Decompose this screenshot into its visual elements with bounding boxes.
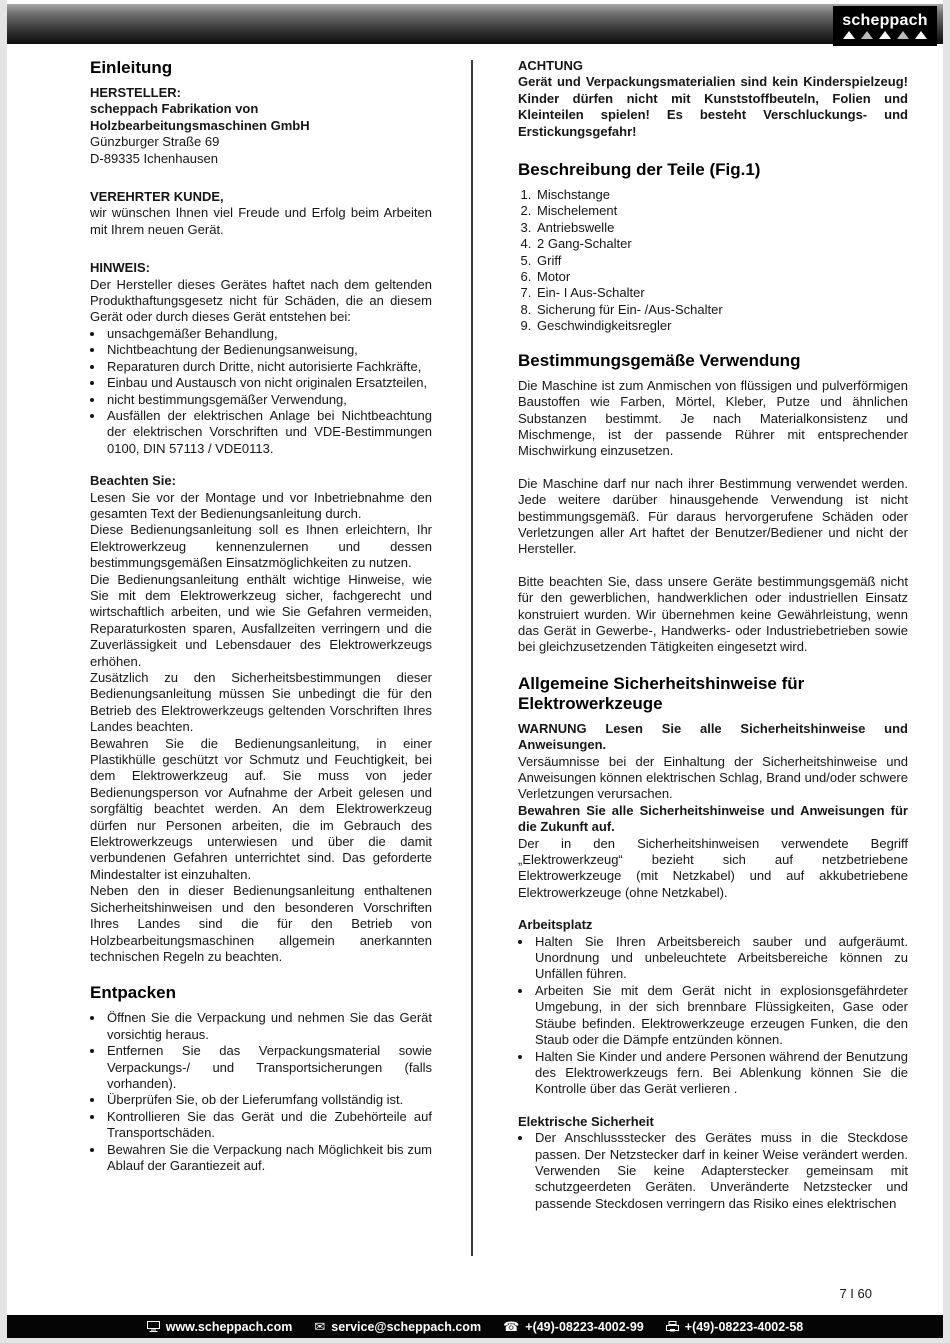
numbered-item: 5. Griff	[535, 253, 908, 269]
envelope-icon: ✉	[314, 1318, 326, 1334]
logo-triangles-icon	[841, 31, 929, 39]
left-column	[90, 58, 432, 1174]
heading-teile: Beschreibung der Teile (Fig.1)	[518, 160, 761, 180]
phone-icon: ☎	[503, 1318, 520, 1334]
paragraph: Neben den in dieser Bedienungsanleitung enthaltenen Sicherheitshinweisen und den besonderen Vorschriften Ihres Landes sind die für den Betrieb von Holzbearbeitungsmaschinen allgemein anerkannten technischen Regeln zu beachten.	[90, 883, 432, 964]
list-item: • Entfernen Sie das Verpackungsmaterial sowie Verpackungs-/ und Transportsicherungen (falls vorhanden).	[105, 1043, 432, 1092]
page-number: 7 I 60	[839, 1286, 872, 1301]
numbered-item: 3. Antriebswelle	[535, 220, 908, 236]
hinweis-intro: Der Hersteller dieses Gerätes haftet nach dem geltenden Produkthaftungsgesetz nicht für Schäden, die an diesem Gerät oder durch dieses Gerät entstehen bei:	[90, 276, 432, 325]
scheppach-logo	[833, 6, 937, 46]
footer-website	[147, 1320, 293, 1334]
hersteller-name-line1: scheppach Fabrikation von	[90, 101, 259, 117]
beachten-label: Beachten Sie:	[90, 473, 176, 489]
heading-einleitung: Einleitung	[90, 58, 173, 77]
paragraph: Die Bedienungsanleitung enthält wichtige Hinweise, wie Sie mit dem Elektrowerkzeug sicher, fachgerecht und wirtschaftlich arbeiten, und wie Sie Gefahren vermeiden, Reparaturkosten sparen, Ausfallzeiten verringern und die Zuverlässigkeit und Lebensdauer des Elektrowerkzeugs erhöhen.	[90, 571, 432, 669]
list-item: • Überprüfen Sie, ob der Lieferumfang vollständig ist.	[105, 1092, 432, 1108]
bewahren-bold: Bewahren Sie alle Sicherheitshinweise und Anweisungen für die Zukunft auf.	[518, 802, 908, 835]
hersteller-name-line2: Holzbearbeitungsmaschinen GmbH	[90, 117, 310, 133]
numbered-item: 2. Mischelement	[535, 203, 908, 219]
logo-wordmark: scheppach	[842, 12, 928, 29]
arbeitsplatz-label: Arbeitsplatz	[518, 917, 593, 933]
footer-fax	[666, 1320, 804, 1334]
achtung-label: ACHTUNG	[518, 58, 583, 73]
heading-verwendung: Bestimmungsgemäße Verwendung	[518, 350, 801, 370]
arbeitsplatz-list	[518, 934, 908, 1098]
list-item: • Öffnen Sie die Verpackung und nehmen Sie das Gerät vorsichtig heraus.	[105, 1010, 432, 1043]
teile-list	[518, 187, 908, 335]
list-item: • Der Anschlussstecker des Gerätes muss in die Steckdose passen. Der Netzstecker darf in keiner Weise verändert werden. Verwenden Sie keine Adapterstecker gemeinsam mit schutzgeerdeten Geräten. Unveränderte Netzstecker und passende Steckdosen verringern das Risiko eines elektrischen	[533, 1130, 908, 1212]
paragraph: Die Maschine ist zum Anmischen von flüssigen und pulverförmigen Baustoffen wie Farben, Mörtel, Kleber, Putze und ähnlichen Substanzen bestimmt. Je nach Materialkonsistenz und Mischmenge, ist der passende Rührer mit entsprechender Mischwirkung einzusetzen.	[518, 377, 908, 459]
hersteller-city: D-89335 Ichenhausen	[90, 150, 218, 166]
computer-icon	[147, 1321, 160, 1332]
kunde-label: VEREHRTER KUNDE,	[90, 189, 224, 205]
hersteller-street: Günzburger Straße 69	[90, 134, 220, 150]
footer-email	[314, 1319, 481, 1335]
numbered-item: 8. Sicherung für Ein- /Aus-Schalter	[535, 302, 908, 318]
hersteller-label: HERSTELLER:	[90, 85, 181, 100]
warnung-bold: WARNUNG Lesen Sie alle Sicherheitshinweise und Anweisungen.	[518, 720, 908, 753]
elektrische-list	[518, 1130, 908, 1212]
paragraph: Die Maschine darf nur nach ihrer Bestimmung verwendet werden. Jede weitere darüber hinausgehende Verwendung ist nicht bestimmungsgemäß. Für daraus hervorgerufene Schäden oder Verletzungen aller Art haftet der Benutzer/Bediener und nicht der Hersteller.	[518, 475, 908, 557]
footer-fax-text: +(49)-08223-4002-58	[684, 1319, 804, 1334]
numbered-item: 6. Motor	[535, 269, 908, 285]
numbered-item: 7. Ein- I Aus-Schalter	[535, 285, 908, 301]
entpacken-list	[90, 1010, 432, 1174]
column-divider	[471, 60, 473, 1256]
list-item: • Einbau und Austausch von nicht originalen Ersatzteilen,	[105, 375, 432, 391]
list-item: • Halten Sie Ihren Arbeitsbereich sauber und aufgeräumt. Unordnung und unbeleuchtete Arbeitsbereiche können zu Unfällen führen.	[533, 934, 908, 983]
numbered-item: 1. Mischstange	[535, 187, 908, 203]
begriff-text: Der in den Sicherheitshinweisen verwendete Begriff „Elektrowerkzeug“ bezieht sich auf netzbetriebene Elektrowerkzeuge (mit Netzkabel) und auf akkubetriebene Elektrowerkzeuge (ohne Netzkabel).	[518, 835, 908, 900]
elektrische-label: Elektrische Sicherheit	[518, 1113, 654, 1129]
footer-bar	[7, 1315, 943, 1338]
list-item: • Nichtbeachtung der Bedienungsanweisung,	[105, 342, 432, 358]
list-item: • Arbeiten Sie mit dem Gerät nicht in explosionsgefährdeter Umgebung, in der sich brennbare Flüssigkeiten, Gase oder Stäube befinden. Elektrowerkzeuge erzeugen Funken, die den Staub oder die Dämpfe entzünden können.	[533, 983, 908, 1049]
list-item: • Reparaturen durch Dritte, nicht autorisierte Fachkräfte,	[105, 359, 432, 375]
footer-phone-text: +(49)-08223-4002-99	[525, 1319, 644, 1334]
fax-icon	[666, 1321, 679, 1332]
warnung-text: Versäumnisse bei der Einhaltung der Sicherheitshinweise und Anweisungen können elektrischen Schlag, Brand und/oder schwere Verletzungen verursachen.	[518, 753, 908, 802]
list-item: • Bewahren Sie die Verpackung nach Möglichkeit bis zum Ablauf der Garantiezeit auf.	[105, 1142, 432, 1175]
heading-entpacken: Entpacken	[90, 983, 176, 1003]
right-column	[518, 58, 908, 1212]
paragraph: Bewahren Sie die Bedienungsanleitung, in einer Plastikhülle geschützt vor Schmutz und Feuchtigkeit, bei dem Elektrowerkzeug auf. Sie muss von jeder Bedienungsperson vor Aufnahme der Arbeit gelesen und sorgfältig beachtet werden. An dem Elektrowerkzeug dürfen nur Personen arbeiten, die im Gebrauch des Elektrowerkzeugs unterwiesen und über die damit verbundenen Gefahren unterrichtet sind. Das geforderte Mindestalter ist einzuhalten.	[90, 735, 432, 882]
list-item: • Halten Sie Kinder und andere Personen während der Benutzung des Elektrowerkzeugs fern. Bei Ablenkung können Sie die Kontrolle über das Gerät verlieren .	[533, 1049, 908, 1098]
list-item: • Ausfällen der elektrischen Anlage bei Nichtbeachtung der elektrischen Vorschriften und VDE-Bestimmungen 0100, DIN 57113 / VDE0113.	[105, 408, 432, 457]
heading-sicherheitshinweise: Allgemeine Sicherheitshinweise für Elektrowerkzeuge	[518, 673, 805, 713]
footer-phone	[503, 1319, 644, 1335]
hinweis-label: HINWEIS:	[90, 260, 150, 276]
paragraph: Diese Bedienungsanleitung soll es Ihnen erleichtern, Ihr Elektrowerkzeug kennenzulernen und dessen bestimmungsgemäßen Einsatzmöglichkeiten zu nutzen.	[90, 522, 432, 571]
header-gradient-bar	[7, 4, 943, 44]
numbered-item: 4. 2 Gang-Schalter	[535, 236, 908, 252]
footer-website-text: www.scheppach.com	[165, 1319, 293, 1334]
numbered-item: 9. Geschwindigkeitsregler	[535, 318, 908, 334]
footer-email-text: service@scheppach.com	[331, 1319, 482, 1334]
paragraph: Zusätzlich zu den Sicherheitsbestimmungen dieser Bedienungsanleitung müssen Sie unbedingt die für den Betrieb des Elektrowerkzeugs geltenden Vorschriften Ihres Landes beachten.	[90, 670, 432, 735]
kunde-text: wir wünschen Ihnen viel Freude und Erfolg beim Arbeiten mit Ihrem neuen Gerät.	[90, 205, 432, 237]
list-item: • unsachgemäßer Behandlung,	[105, 326, 432, 342]
achtung-text: Gerät und Verpackungsmaterialien sind kein Kinderspielzeug! Kinder dürfen nicht mit Kunststoffbeuteln, Folien und Kleinteilen spielen! Es besteht Verschluckungs- und Erstickungsgefahr!	[518, 74, 908, 139]
paragraph: Lesen Sie vor der Montage und vor Inbetriebnahme den gesamten Text der Bedienungsanleitung durch.	[90, 489, 432, 521]
hinweis-list	[90, 326, 432, 457]
paragraph: Bitte beachten Sie, dass unsere Geräte bestimmungsgemäß nicht für den gewerblichen, handwerklichen oder industriellen Einsatz konstruiert wurden. Wir übernehmen keine Gewährleistung, wenn das Gerät in Gewerbe-, Handwerks- oder Industriebetrieben sowie bei gleichzusetzenden Tätigkeiten eingesetzt wird.	[518, 573, 908, 655]
list-item: • Kontrollieren Sie das Gerät und die Zubehörteile auf Transportschäden.	[105, 1109, 432, 1142]
list-item: • nicht bestimmungsgemäßer Verwendung,	[105, 392, 432, 408]
